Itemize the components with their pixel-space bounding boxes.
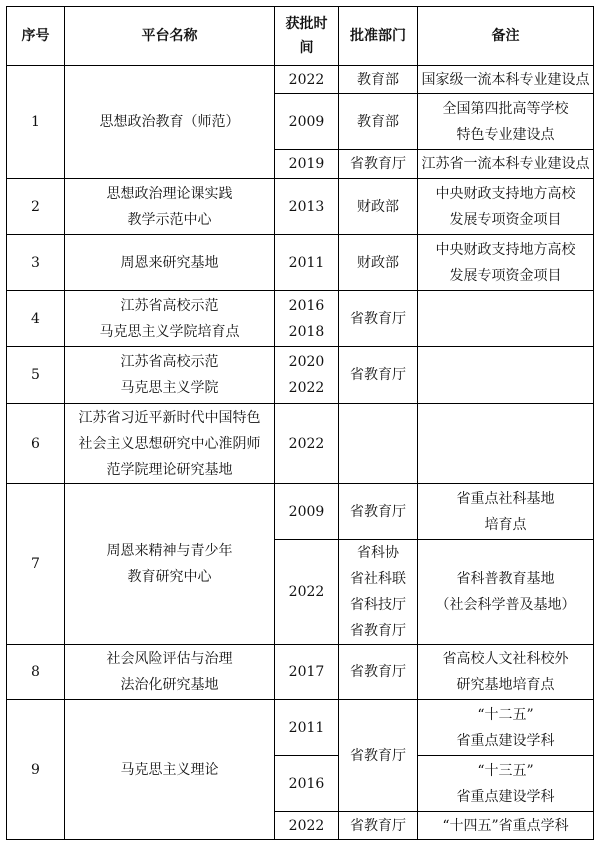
approval-time-line: 2013 [288, 198, 325, 215]
approval-dept-line: 省教育厅 [350, 817, 406, 834]
row-index-cell: 3 [7, 235, 65, 291]
approval-dept-cell [339, 94, 418, 150]
note-line: 省重点建设学科 [456, 732, 555, 749]
approval-time-cell [275, 347, 339, 404]
note-line: 省高校人文社科校外 [442, 651, 569, 667]
row-index-cell: 8 [7, 645, 65, 700]
platform-name-line: 马克思主义理论 [120, 761, 219, 778]
table-row [7, 645, 594, 700]
table-row [7, 66, 594, 94]
header-time [275, 7, 339, 66]
note-cell [418, 756, 594, 812]
platform-name-line: 马克思主义学院培育点 [99, 323, 240, 340]
approval-time-line: 2016 [288, 775, 325, 792]
note-line: 省重点建设学科 [456, 788, 555, 805]
table-row [7, 291, 594, 347]
approval-time-line: 2009 [288, 503, 325, 520]
approval-time-line: 2019 [288, 156, 325, 172]
platform-name-line: 范学院理论研究基地 [106, 461, 233, 478]
platform-name-line: 思想政治教育（师范） [99, 114, 240, 130]
platform-name-cell [65, 291, 275, 347]
header-index: 序号 [7, 7, 65, 66]
platform-name-line: 法治化研究基地 [120, 677, 219, 693]
note-line: 省重点社科基地 [456, 490, 555, 507]
approval-time-cell [275, 66, 339, 94]
header-time-line1: 获批时 [285, 16, 328, 32]
header-note: 备注 [418, 7, 594, 66]
table-row [7, 404, 594, 484]
platform-name-cell [65, 66, 275, 179]
platform-name-line: 社会风险评估与治理 [106, 651, 233, 667]
note-line: 特色专业建设点 [456, 126, 555, 143]
note-cell [418, 179, 594, 235]
header-row [7, 7, 594, 66]
approval-dept-cell [339, 812, 418, 840]
platform-name-cell [65, 347, 275, 404]
approval-time-cell [275, 235, 339, 291]
row-index-cell: 7 [7, 484, 65, 645]
approval-dept-cell [339, 484, 418, 540]
table-row [7, 235, 594, 291]
approval-time-line: 2022 [288, 817, 325, 834]
table-body [7, 66, 594, 840]
note-cell [418, 812, 594, 840]
approval-dept-line: 省教育厅 [350, 503, 406, 520]
note-line: “十三五” [477, 762, 534, 779]
platform-name-cell [65, 645, 275, 700]
approval-dept-line: 省教育厅 [350, 156, 406, 172]
approval-dept-cell [339, 291, 418, 347]
approval-dept-cell [339, 700, 418, 812]
approval-time-cell [275, 484, 339, 540]
platform-name-line: 周恩来研究基地 [120, 254, 219, 271]
platform-name-cell [65, 179, 275, 235]
approval-time-cell [275, 812, 339, 840]
table-row [7, 347, 594, 404]
platform-name-line: 教育研究中心 [127, 569, 212, 585]
note-cell [418, 347, 594, 404]
row-index-cell: 6 [7, 404, 65, 484]
note-line: 发展专项资金项目 [449, 267, 562, 284]
approval-time-line: 2018 [288, 323, 325, 340]
platform-name-cell [65, 700, 275, 840]
platform-name-line: 马克思主义学院 [120, 380, 219, 396]
platform-name-cell [65, 484, 275, 645]
note-line: “十二五” [477, 706, 534, 723]
header-dept: 批准部门 [339, 7, 418, 66]
approval-time-cell [275, 150, 339, 179]
row-index-cell: 4 [7, 291, 65, 347]
approval-dept-line: 教育部 [357, 113, 399, 130]
row-index-cell: 5 [7, 347, 65, 404]
platform-name-cell [65, 404, 275, 484]
approval-dept-cell [339, 645, 418, 700]
note-cell [418, 645, 594, 700]
approval-time-line: 2011 [288, 254, 325, 271]
row-index-cell: 1 [7, 66, 65, 179]
header-name: 平台名称 [65, 7, 275, 66]
platform-name-line: 社会主义思想研究中心淮阴师 [78, 435, 261, 452]
table-row [7, 484, 594, 540]
note-cell [418, 540, 594, 645]
platform-name-line: 教学示范中心 [127, 211, 212, 228]
row-index-cell: 2 [7, 179, 65, 235]
approval-dept-line: 省教育厅 [350, 747, 406, 764]
approval-dept-cell [339, 347, 418, 404]
approval-time-cell [275, 404, 339, 484]
note-line: 研究基地培育点 [456, 677, 555, 693]
platform-table [6, 6, 594, 840]
approval-dept-line: 省教育厅 [350, 367, 406, 383]
note-cell [418, 94, 594, 150]
platform-name-line: 周恩来精神与青少年 [106, 543, 233, 559]
note-line: （社会科学普及基地） [435, 597, 576, 613]
note-cell [418, 235, 594, 291]
approval-time-cell [275, 94, 339, 150]
approval-time-cell [275, 645, 339, 700]
approval-dept-line: 省科协 [357, 545, 399, 561]
approval-time-line: 2020 [288, 354, 325, 370]
note-line: 全国第四批高等学校 [442, 100, 569, 117]
approval-dept-cell [339, 66, 418, 94]
note-cell [418, 484, 594, 540]
approval-time-line: 2017 [288, 664, 325, 680]
approval-time-line: 2022 [288, 71, 325, 88]
approval-dept-line: 省社科联 [350, 571, 406, 587]
approval-dept-line: 省教育厅 [350, 310, 406, 327]
approval-time-cell [275, 756, 339, 812]
approval-dept-cell [339, 179, 418, 235]
note-cell [418, 291, 594, 347]
note-line: 国家级一流本科专业建设点 [421, 71, 590, 88]
approval-dept-cell [339, 150, 418, 179]
approval-time-line: 2011 [288, 719, 325, 736]
approval-time-line: 2022 [288, 584, 325, 600]
approval-time-line: 2009 [288, 113, 325, 130]
note-line: “十四五”省重点学科 [442, 817, 569, 834]
header-time-line2: 间 [299, 40, 314, 56]
approval-time-cell [275, 179, 339, 235]
approval-dept-cell [339, 404, 418, 484]
approval-dept-line: 省教育厅 [350, 664, 406, 680]
approval-dept-line: 省教育厅 [350, 623, 406, 639]
approval-dept-cell [339, 540, 418, 645]
note-line: 省科普教育基地 [456, 571, 555, 587]
approval-time-line: 2016 [288, 297, 325, 314]
note-line: 中央财政支持地方高校 [435, 241, 576, 258]
row-index-cell: 9 [7, 700, 65, 840]
note-cell [418, 66, 594, 94]
platform-name-line: 思想政治理论课实践 [106, 185, 233, 202]
platform-name-line: 江苏省高校示范 [120, 297, 219, 314]
note-cell [418, 150, 594, 179]
note-line: 中央财政支持地方高校 [435, 185, 576, 202]
approval-time-cell [275, 700, 339, 756]
approval-dept-line: 财政部 [357, 198, 399, 215]
platform-name-line: 江苏省高校示范 [120, 354, 219, 370]
approval-time-line: 2022 [288, 435, 325, 452]
platform-name-line: 江苏省习近平新时代中国特色 [78, 409, 261, 426]
approval-dept-line: 教育部 [357, 71, 399, 88]
approval-time-line: 2022 [288, 380, 325, 396]
approval-time-cell [275, 540, 339, 645]
approval-dept-cell [339, 235, 418, 291]
table-row [7, 700, 594, 756]
note-line: 发展专项资金项目 [449, 211, 562, 228]
note-cell [418, 700, 594, 756]
approval-time-cell [275, 291, 339, 347]
approval-dept-line: 省科技厅 [350, 597, 406, 613]
approval-dept-line: 财政部 [357, 254, 399, 271]
note-cell [418, 404, 594, 484]
table-row [7, 179, 594, 235]
platform-name-cell [65, 235, 275, 291]
note-line: 培育点 [484, 516, 527, 533]
note-line: 江苏省一流本科专业建设点 [421, 156, 590, 172]
